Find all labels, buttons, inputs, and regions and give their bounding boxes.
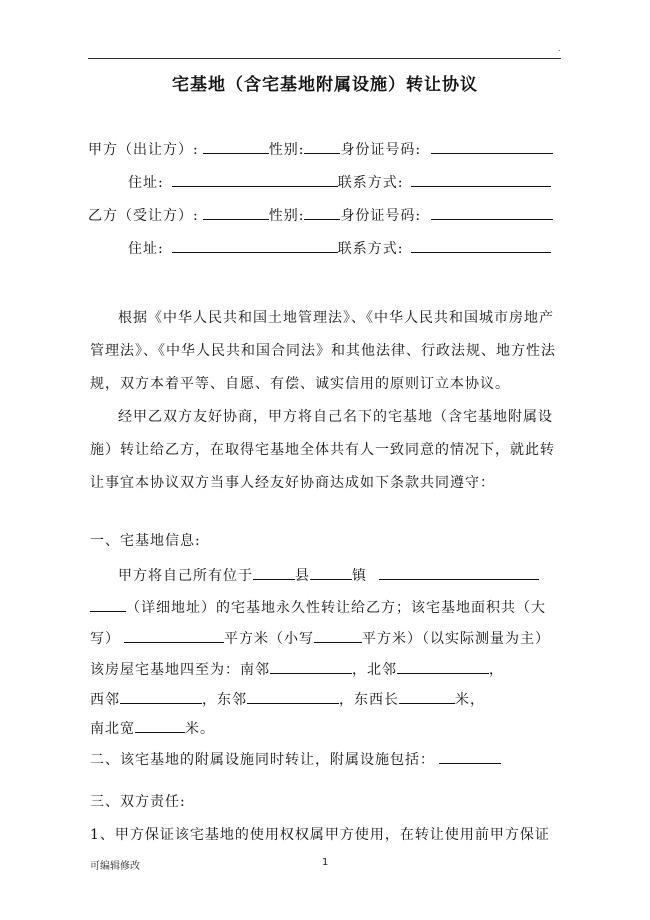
- party-b-id-label: 身份证号码:: [340, 208, 422, 224]
- section1-text: ，: [489, 662, 504, 678]
- section1-line: [90, 718, 215, 739]
- party-a-contact-label: 联系方式:: [337, 175, 404, 191]
- north-neighbor-blank: [397, 659, 489, 674]
- party-a-address-row: [128, 172, 551, 193]
- footer-editable-note: 可编辑修改: [90, 861, 140, 872]
- party-a-row: [88, 139, 553, 160]
- party-a-contact-blank: [411, 172, 551, 187]
- section1-text: 平方米）（以实际测量为主）: [362, 631, 550, 647]
- corner-mark: .: [558, 44, 561, 53]
- county-blank: [253, 565, 295, 580]
- party-b-gender-label: 性别:: [268, 208, 305, 224]
- section1-line: [90, 689, 485, 710]
- preamble-line: 经甲乙双方友好协商，甲方将自己名下的宅基地（含宅基地附属设: [118, 409, 553, 425]
- section1-text: ，北邻: [352, 662, 397, 678]
- party-b-label: 乙方（受让方）:: [88, 208, 199, 224]
- preamble-line: 让事宜本协议双方当事人经友好协商达成如下条款共同遵守：: [90, 475, 495, 491]
- section1-text: 西邻: [90, 692, 120, 708]
- party-b-gender-blank: [304, 205, 340, 220]
- preamble-line: 施）转让给乙方，在取得宅基地全体共有人一致同意的情况下，就此转: [90, 442, 555, 458]
- section1-text: 该房屋宅基地四至为：南邻: [90, 662, 270, 678]
- south-neighbor-blank: [270, 659, 352, 674]
- section1-text: （详细地址）的宅基地永久性转让给乙方；该宅基地面积共（大: [126, 600, 546, 616]
- party-a-gender-blank: [304, 139, 340, 154]
- section2-text: 二、该宅基地的附属设施同时转让，附属设施包括：: [90, 752, 435, 768]
- party-b-address-label: 住址:: [128, 241, 164, 257]
- section1-text: 甲方将自己所有位于: [118, 568, 253, 584]
- section1-heading: 一、宅基地信息:: [90, 533, 201, 549]
- section1-line: [90, 597, 546, 618]
- party-a-gender-label: 性别:: [268, 142, 305, 158]
- section1-text: 南北宽: [90, 721, 135, 737]
- section1-text: 米。: [185, 721, 215, 737]
- section1-text: 平方米（小写: [224, 631, 314, 647]
- party-b-row: [88, 205, 553, 226]
- detail-address-blank: [90, 597, 126, 612]
- section2-line: [90, 749, 501, 770]
- page-number: 1: [322, 857, 329, 868]
- party-b-name-blank: [203, 205, 269, 220]
- party-a-id-label: 身份证号码:: [340, 142, 422, 158]
- document-title: 宅基地（含宅基地附属设施）转让协议: [172, 75, 478, 95]
- party-b-address-row: [128, 238, 551, 259]
- section1-text: ，东邻: [202, 692, 247, 708]
- section1-text: ，东西长: [339, 692, 399, 708]
- party-b-address-blank: [172, 238, 338, 253]
- section1-text: 镇: [352, 568, 367, 584]
- west-neighbor-blank: [120, 689, 202, 704]
- section1-text: 米，: [455, 692, 485, 708]
- party-a-id-blank: [431, 139, 553, 154]
- section1-text: 县: [295, 568, 310, 584]
- header-rule: [88, 58, 561, 59]
- east-west-length-blank: [399, 689, 455, 704]
- party-b-contact-blank: [411, 238, 551, 253]
- section1-line: [90, 628, 550, 649]
- area-lower-blank: [314, 628, 362, 643]
- section1-line: [90, 659, 504, 680]
- preamble-line: 管理法》、《中华人民共和国合同法》和其他法律、行政法规、地方性法: [90, 343, 556, 359]
- party-a-address-blank: [172, 172, 338, 187]
- party-a-name-blank: [203, 139, 269, 154]
- party-b-id-blank: [431, 205, 553, 220]
- party-a-address-label: 住址:: [128, 175, 164, 191]
- section3-heading: 三、双方责任:: [90, 794, 186, 810]
- party-a-label: 甲方（出让方）:: [88, 142, 199, 158]
- area-upper-blank: [124, 628, 224, 643]
- attached-facilities-blank: [439, 749, 501, 764]
- north-south-width-blank: [135, 718, 185, 733]
- section1-line: [118, 565, 539, 586]
- preamble-line: 规，双方本着平等、自愿、有偿、诚实信用的原则订立本协议。: [90, 376, 510, 392]
- village-blank: [379, 565, 539, 580]
- section1-text: 写）: [90, 631, 120, 647]
- town-blank: [310, 565, 352, 580]
- party-b-contact-label: 联系方式:: [337, 241, 404, 257]
- clause1-line: 1、甲方保证该宅基地的使用权权属甲方使用，在转让使用前甲方保证: [90, 827, 550, 843]
- preamble-line: 根据《中华人民共和国土地管理法》、《中华人民共和国城市房地产: [118, 310, 554, 326]
- east-neighbor-blank: [247, 689, 339, 704]
